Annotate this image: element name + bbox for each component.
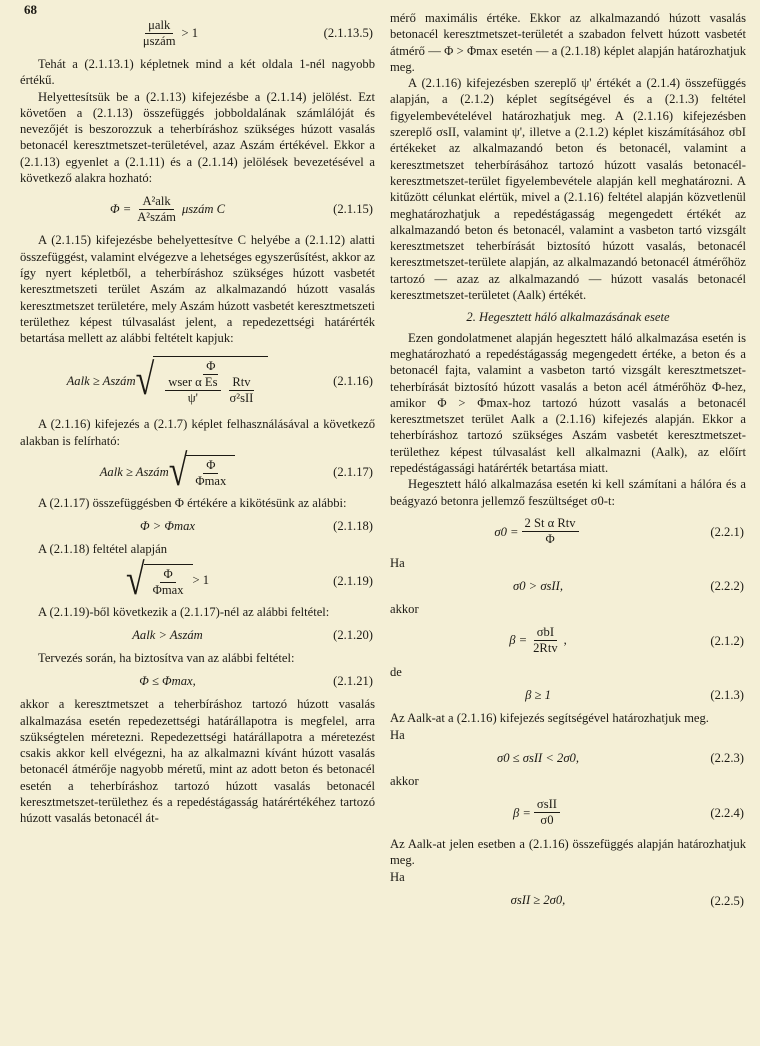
- eq-tail: μszám C: [181, 202, 226, 217]
- eq-denominator: Φmax: [152, 582, 184, 597]
- equation-label: (2.1.18): [333, 519, 373, 534]
- eq-lhs: Aalk ≥ Aszám: [66, 374, 136, 389]
- sqrt-sign: √: [125, 555, 145, 605]
- eq-denominator: Φmax: [195, 474, 227, 489]
- equation-label: (2.1.17): [333, 464, 373, 479]
- equation-label: (2.1.19): [333, 573, 373, 588]
- equation-2-1-21: [20, 668, 375, 694]
- eq-inner-denominator: σ²sII: [229, 391, 254, 406]
- eq-text: σsII ≥ 2σ0,: [510, 893, 566, 908]
- word-ha: Ha: [390, 555, 405, 570]
- equation-2-1-19: [20, 555, 375, 605]
- eq-lhs: Aalk ≥ Aszám: [99, 464, 169, 479]
- eq-numerator: Φ: [160, 567, 175, 583]
- equation-2-1-15: [20, 188, 375, 230]
- eq-inner-numerator: wser α Es: [165, 375, 220, 391]
- equation-2-2-4: [390, 792, 746, 834]
- paragraph: Az Aalk-at jelen esetben a (2.1.16) összefüggés alapján határozhatjuk meg.: [390, 836, 746, 867]
- word-de: de: [390, 664, 402, 679]
- paragraph: Tehát a (2.1.13.1) képletnek mind a két oldala 1-nél nagyobb értékű.: [20, 57, 375, 88]
- eq-numerator: σsII: [534, 797, 560, 813]
- equation-2-2-2: [390, 573, 746, 599]
- equation-2-1-17: [20, 447, 375, 496]
- equation-label: (2.2.2): [710, 579, 744, 594]
- eq-text: Φ ≤ Φmax,: [139, 674, 196, 689]
- equation-label: (2.2.4): [710, 805, 744, 820]
- eq-lhs: Φ =: [109, 202, 132, 217]
- eq-lhs: β =: [509, 633, 528, 648]
- paragraph: Az Aalk-at a (2.1.16) kifejezés segítségével határozhatjuk meg.: [390, 710, 709, 725]
- paragraph: A (2.1.15) kifejezésbe behelyettesítve C helyébe a (2.1.12) alatti összefüggést, valamint elvégezve a lehetséges egyszerűsítést, akkor az így nyert képletből, a teherbíráshoz szükséges húzott vasbetét keresztmetszeti terület Aszám az alkalmazandó húzott vasalás keresztmetszet területére, mely Aszám húzott vasbetét keresztmetszeti területhez képest túlvasalást jelent, a repedezettségi határérték betartása mellett az alábbi feltételt kapjuk:: [20, 233, 375, 346]
- equation-2-1-13-5: [20, 12, 375, 54]
- eq-numerator: A²alk: [139, 194, 173, 210]
- eq-denominator: 2Rtv: [533, 641, 558, 655]
- equation-label: (2.2.1): [710, 524, 744, 539]
- eq-numerator: Φ: [203, 359, 218, 375]
- eq-denominator: Φ: [545, 532, 555, 547]
- word-ha: Ha: [390, 728, 405, 743]
- paragraph: A (2.1.17) összefüggésben Φ értékére a kikötésünk az alábbi:: [38, 496, 347, 511]
- sqrt-sign: √: [135, 356, 155, 405]
- eq-relation: > 1: [192, 573, 210, 588]
- paragraph: akkor a keresztmetszet a teherbíráshoz tartozó húzott vasalás alkalmazása esetén repedezettségi határállapotra is megfelel, arra szükségtelen méretezni. Repedezettségi határállapotra a méretezést csakis akkor kell elvégezni, ha az alkalmazni kívánt húzott vasalás betonacél átmérője nagyobb méretű, mint az adott beton és betonacél esetén a teherbíráshoz tartozó húzott vasalás betonacél keresztmetszet-területhez és a repedéstágasság határértékéhez tartozó húzott vasalás betonacél át-: [20, 697, 375, 826]
- eq-inner-numerator: Rtv: [229, 375, 253, 391]
- eq-text: Φ > Φmax: [140, 519, 195, 534]
- page-number: 68: [24, 2, 37, 17]
- equation-label: (2.1.21): [333, 674, 373, 689]
- eq-numerator: σbI: [534, 625, 557, 641]
- equation-label: (2.1.16): [333, 374, 373, 389]
- equation-label: (2.2.5): [710, 893, 744, 908]
- paragraph: A (2.1.18) feltétel alapján: [38, 542, 168, 557]
- equation-label: (2.2.3): [710, 751, 744, 766]
- eq-text: σ0 ≤ σsII < 2σ0,: [497, 751, 579, 766]
- eq-denominator: μszám: [142, 33, 176, 48]
- eq-lhs: σ0 =: [494, 524, 519, 539]
- eq-denominator: σ0: [540, 813, 554, 828]
- equation-label: (2.1.3): [710, 687, 744, 702]
- equation-label: (2.1.2): [710, 633, 744, 648]
- equation-2-2-1: [390, 511, 746, 553]
- equation-2-2-5: [390, 888, 746, 914]
- word-akkor: akkor: [390, 774, 419, 789]
- paragraph: A (2.1.16) kifejezés a (2.1.7) képlet felhasználásával a következő alakban is felírható:: [20, 417, 375, 448]
- paragraph: A (2.1.19)-ből következik a (2.1.17)-nél az alábbi feltétel:: [38, 604, 330, 619]
- left-column: [20, 10, 375, 827]
- paragraph: mérő maximális értéke. Ekkor az alkalmazandó húzott vasalás betonacél keresztmetszet-területét a szabadon felvett húzott vasbetét átmérő — Φ > Φmax esetén — a (2.1.18) képlet alapján határozhatjuk meg.: [390, 11, 746, 74]
- eq-numerator: 2 St α Rtv: [522, 516, 579, 532]
- equation-label: (2.1.20): [333, 627, 373, 642]
- equation-2-1-16: [20, 348, 375, 414]
- eq-numerator: Φ: [203, 458, 218, 474]
- section-heading: 2. Hegesztett háló alkalmazásának esete: [466, 310, 670, 325]
- equation-2-1-2: [390, 620, 746, 662]
- eq-denominator: A²szám: [137, 209, 176, 224]
- word-akkor: akkor: [390, 602, 419, 617]
- paragraph: Hegesztett háló alkalmazása esetén ki kell számítani a hálóra és a beágyazó betonra jellemző feszültséget σ0-t:: [390, 477, 746, 508]
- paragraph: Tervezés során, ha biztosítva van az alábbi feltétel:: [38, 650, 295, 665]
- paragraph: Ezen gondolatmenet alapján hegesztett háló alkalmazása esetén is meghatározható a repedéstágasság megengedett értéke, a beton és a betonacél fajta, valamint a vasbeton tartó vizsgált keresztmetszet-teherbírását biztosító húzott vasalás a beton acél átmérőhöz Φ-hez, amikor Φ > Φmax-hoz tartozó húzott vasalás a betonacél keresztmetszet terület Aalk a (2.1.16) kifejezés alapján. Ekkor a teherbíráshoz tartozó szükséges Aszám vasbetét keresztmetszet-területhez képest túlvasalást kell alkalmazni (Aalk), az előírt repedéstágassági határérték betartása miatt.: [390, 330, 746, 476]
- paragraph: Helyettesítsük be a (2.1.13) kifejezésbe a (2.1.14) jelölést. Ezt követően a (2.1.13) összefüggés jobboldalának számlálóját és nevezőjét is beszorozzuk a teherbíráshoz szükséges húzott vasalás betonacél keresztmetszet-területével, azaz Aszám értékével. Ekkor a (2.1.13) egyenlet a (2.1.11) és a (2.1.14) jelölések bevezetésével a következő alakra hozható:: [20, 89, 375, 186]
- eq-relation: > 1: [181, 25, 199, 40]
- sqrt-sign: √: [168, 447, 188, 496]
- equation-label: (2.1.15): [333, 202, 373, 217]
- right-column: [390, 10, 746, 916]
- eq-text: σ0 > σsII,: [513, 579, 563, 594]
- paragraph: A (2.1.16) kifejezésben szereplő ψ' értékét a (2.1.4) összefüggés alapján, a (2.1.2) képlet segítségével és a (2.1.3) feltétel figyelembevételével határozhatjuk meg. A (2.1.16) kifejezésben szereplő σsII, valamint ψ', illetve a (2.1.2) képlet kiszámításához σbI értékeket az alkalmazandó beton és betonacél, valamint a keresztmetszet teherbírásához tartozó húzott vasalás betonacél-keresztmetszet-terület figyelembevétele alapján kell meghatározni. A kitűzött célunkat elértük, mivel a (2.1.16) feltétel alapján közvetlenül meghatározhatjuk a repedéstágasság megengedett értékét az alkalmazandó beton és betonacél, valamint a vasbeton tartó vizsgált keresztmetszet teherbírását biztosító húzott vasalás, betonacél keresztmetszet-területe alapján, az alkalmazandó betonacél átmérőhöz tartozó — azaz az alkalmazandó — húzott vasalás betonacél keresztmetszet-területet (Aalk) értékét.: [390, 76, 746, 303]
- word-ha: Ha: [390, 870, 405, 885]
- equation-label: (2.1.13.5): [323, 25, 373, 40]
- equation-2-1-20: [20, 622, 375, 648]
- eq-lhs: β =: [513, 805, 531, 820]
- eq-text: β ≥ 1: [525, 687, 551, 702]
- equation-2-2-3: [390, 745, 746, 771]
- eq-text: Aalk > Aszám: [132, 627, 203, 642]
- equation-2-1-3: [390, 682, 746, 708]
- equation-2-1-18: [20, 513, 375, 539]
- eq-inner-denominator: ψ': [187, 391, 198, 406]
- eq-numerator: μalk: [145, 18, 173, 34]
- eq-tail: ,: [563, 633, 567, 648]
